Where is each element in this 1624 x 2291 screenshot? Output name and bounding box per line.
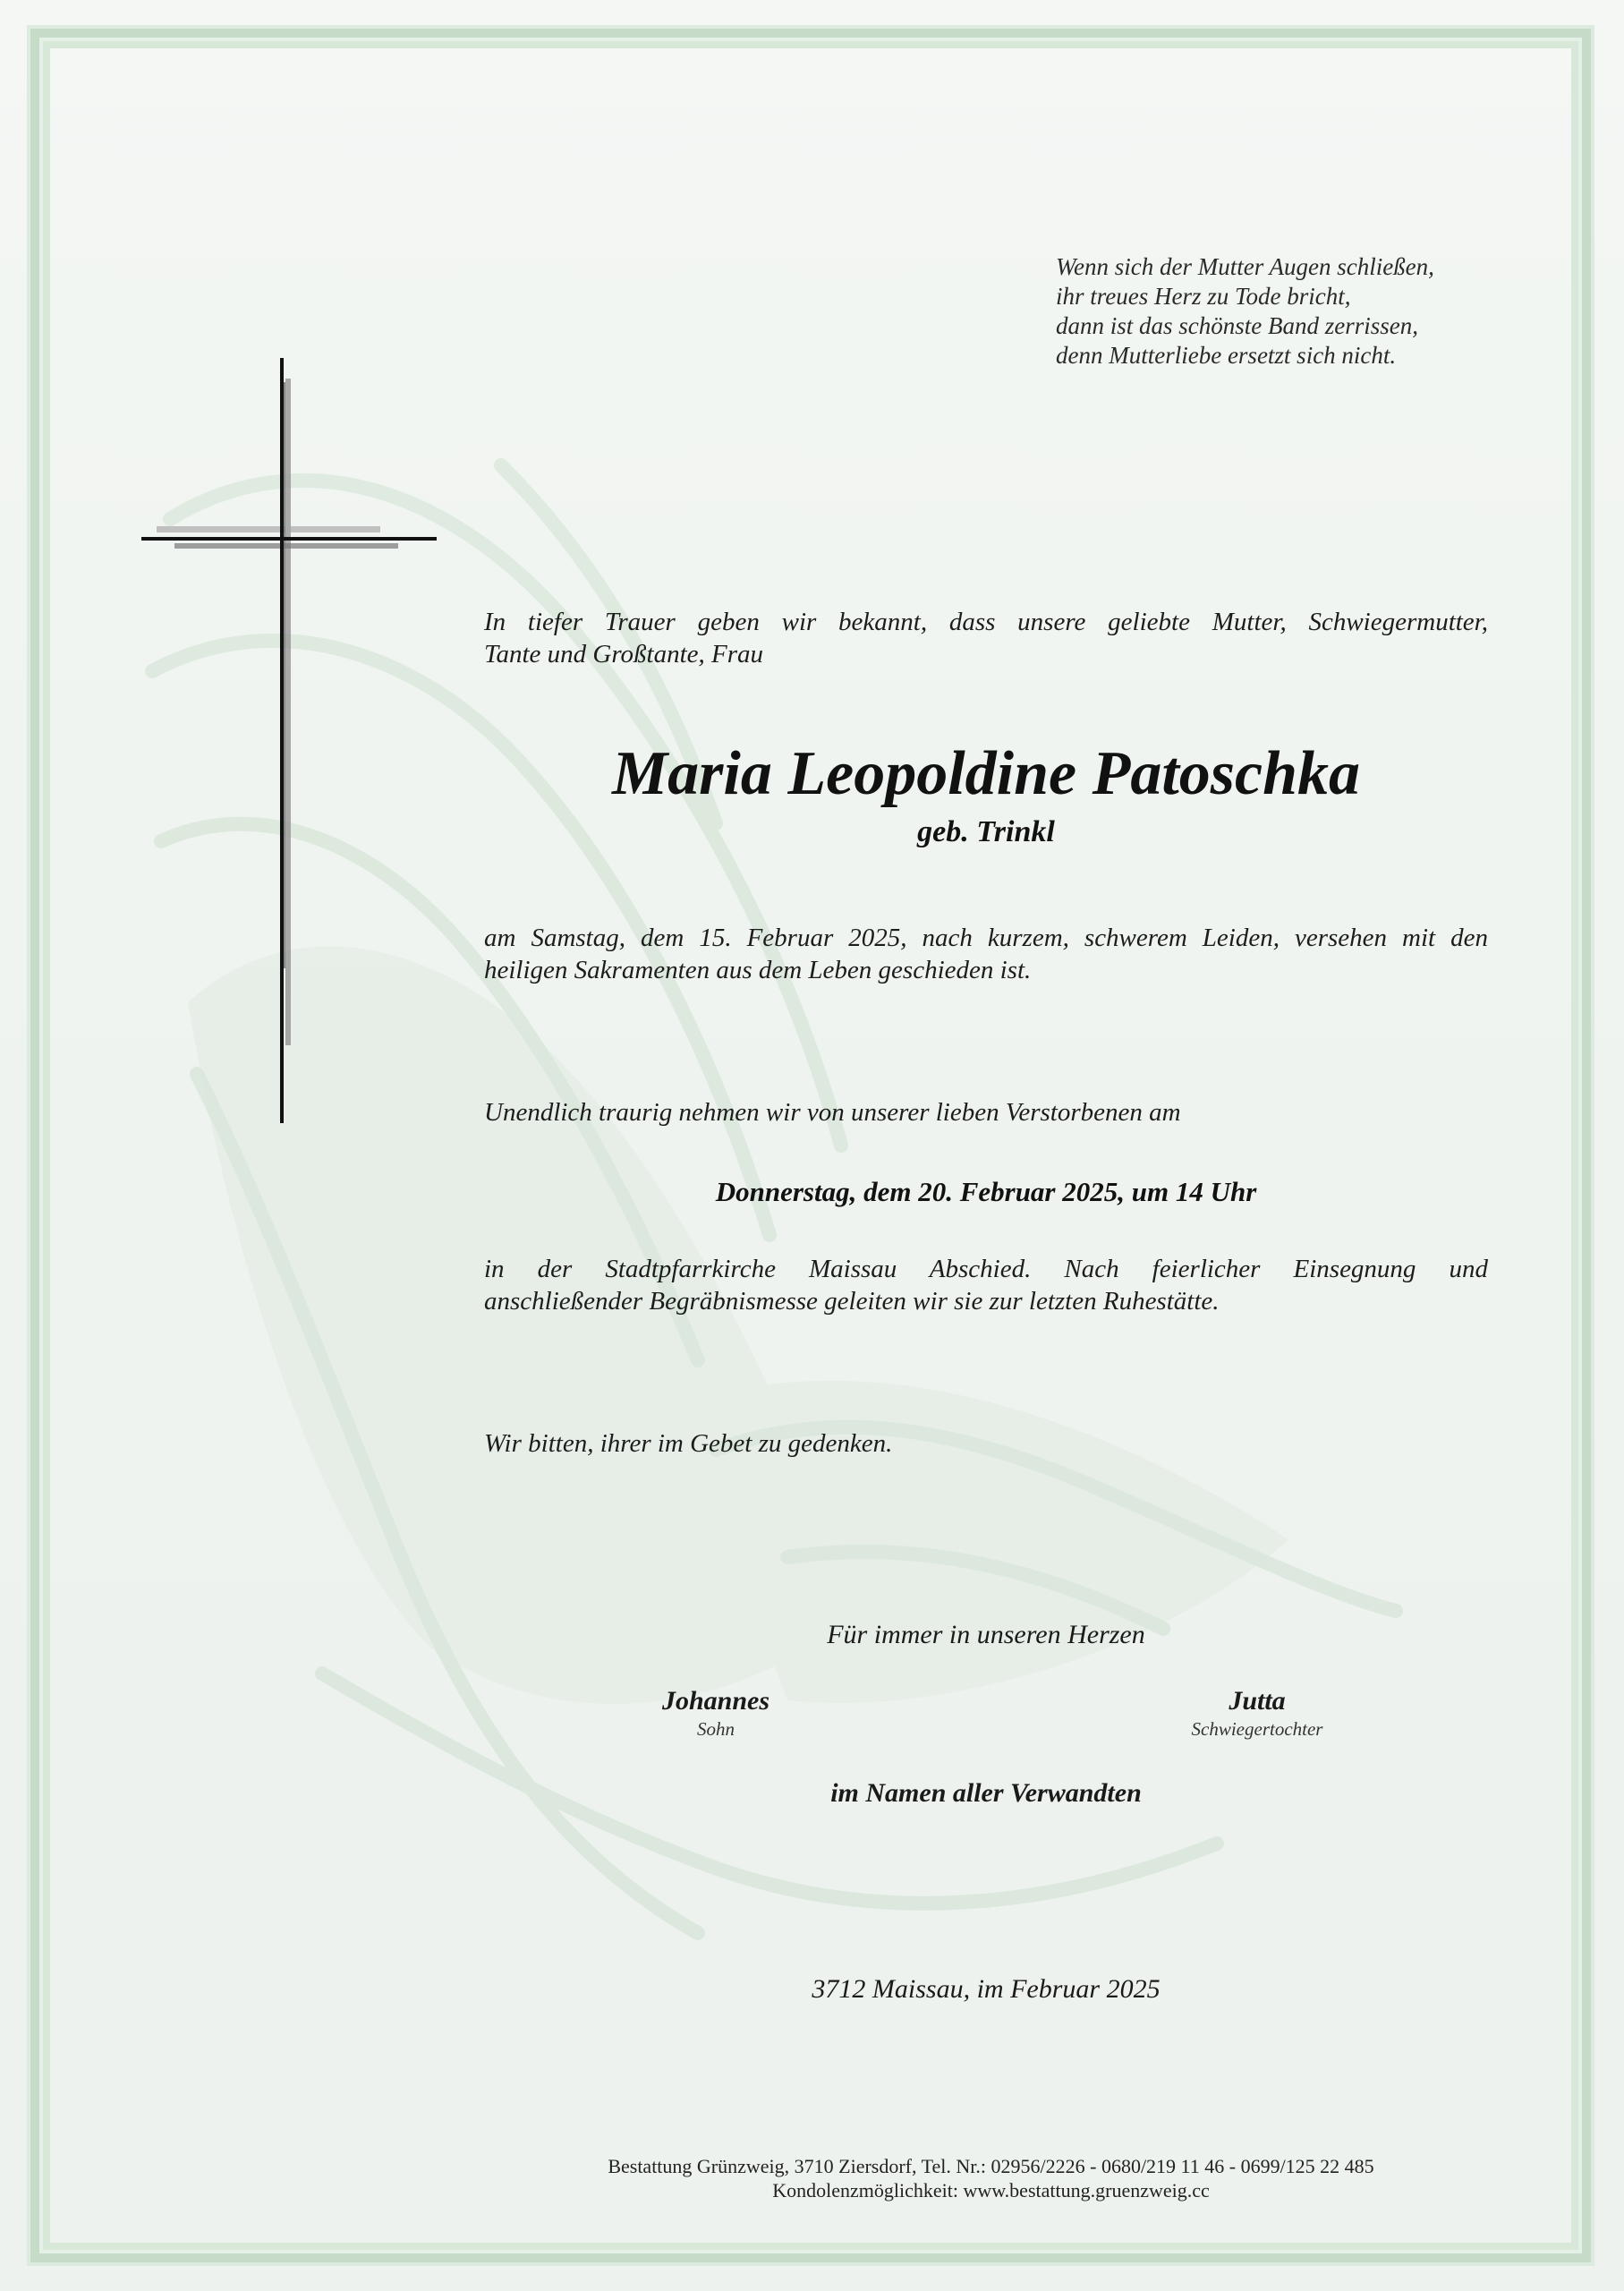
funeral-date: Donnerstag, dem 20. Februar 2025, um 14 Uhr xyxy=(715,1176,1257,1207)
death-line: am Samstag, dem 15. Februar 2025, nach kurzem, schwerem Leiden, versehen mit den xyxy=(484,924,1488,952)
memorial-poem xyxy=(1056,252,1521,370)
farewell-intro: Unendlich traurig nehmen wir von unserer lieben Verstorbenen am xyxy=(484,1098,1181,1127)
mourner xyxy=(1118,1685,1396,1741)
mourner-relation: Sohn xyxy=(697,1718,735,1740)
poem-line: ihr treues Herz zu Tode bricht, xyxy=(1056,283,1351,310)
mourner-name: Johannes xyxy=(661,1686,770,1716)
funeral-home-footer xyxy=(358,2154,1624,2202)
cross-icon xyxy=(134,353,447,1132)
mourner-relation: Schwiegertochter xyxy=(1191,1718,1323,1740)
mourner xyxy=(626,1685,805,1741)
birth-name: geb. Trinkl xyxy=(917,815,1055,848)
death-line: heiligen Sakramenten aus dem Leben geschieden ist. xyxy=(484,956,1032,984)
ceremony-text xyxy=(484,1253,1488,1317)
footer-contact: Bestattung Grünzweig, 3710 Ziersdorf, Tel. Nr.: 02956/2226 - 0680/219 11 46 - 0699/125 22 485 xyxy=(608,2155,1374,2177)
mourners-heading: Für immer in unseren Herzen xyxy=(827,1620,1145,1649)
footer-condolence: Kondolenzmöglichkeit: www.bestattung.gruenzweig.cc xyxy=(772,2179,1210,2202)
mourner-name: Jutta xyxy=(1229,1686,1286,1716)
announcement-intro xyxy=(484,606,1488,670)
poem-line: Wenn sich der Mutter Augen schließen, xyxy=(1056,253,1434,280)
deceased-name: Maria Leopoldine Patoschka xyxy=(611,739,1361,808)
death-notice xyxy=(484,922,1488,986)
poem-line: denn Mutterliebe ersetzt sich nicht. xyxy=(1056,342,1397,369)
place-date: 3712 Maissau, im Februar 2025 xyxy=(812,1974,1161,2004)
intro-line: In tiefer Trauer geben wir bekannt, dass unsere geliebte Mutter, Schwiegermutter, xyxy=(484,608,1488,636)
intro-line: Tante und Großtante, Frau xyxy=(484,640,764,669)
ceremony-line: anschließender Begräbnismesse geleiten wir sie zur letzten Ruhestätte. xyxy=(484,1287,1220,1316)
prayer-request: Wir bitten, ihrer im Gebet zu gedenken. xyxy=(484,1429,893,1458)
ceremony-line: in der Stadtpfarrkirche Maissau Abschied. Nach feierlicher Einsegnung und xyxy=(484,1255,1488,1283)
poem-line: dann ist das schönste Band zerrissen, xyxy=(1056,312,1418,339)
relatives-line: im Namen aller Verwandten xyxy=(830,1778,1142,1808)
